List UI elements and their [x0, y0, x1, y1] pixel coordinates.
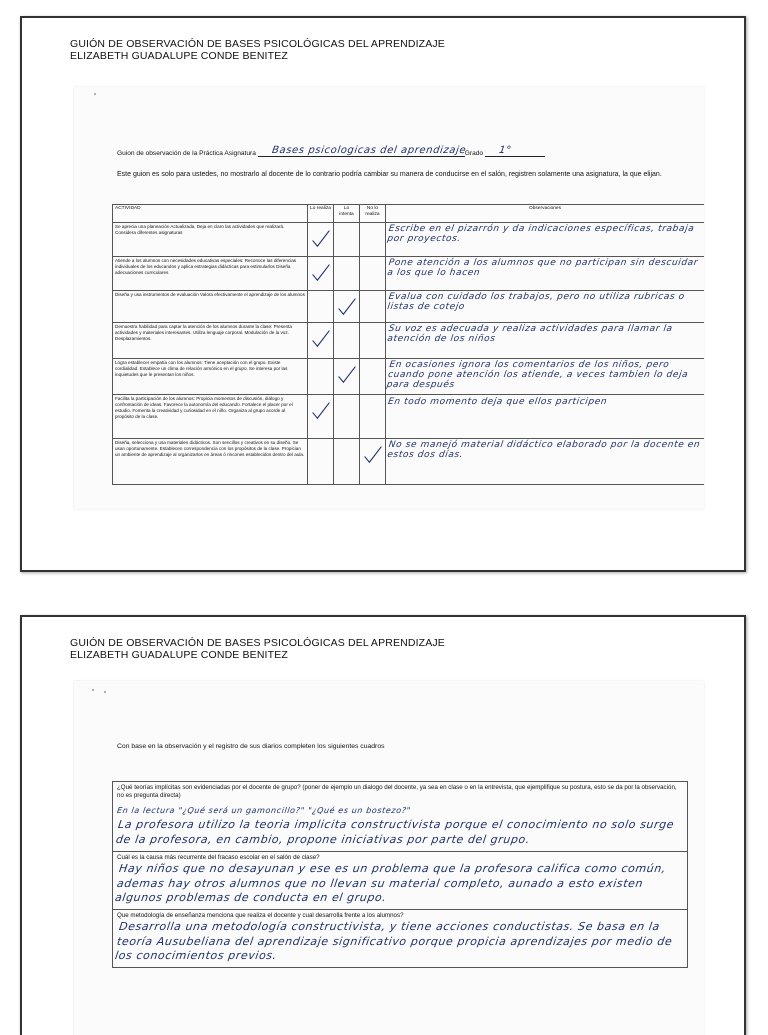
- handwritten-answer-note: En la lectura "¿Qué será un gamoncillo?" "¿Qué es un bostezo?": [116, 806, 412, 815]
- handwritten-observation: Su voz es adecuada y realiza actividades para llamar la atención de los niños: [386, 324, 674, 344]
- col-observaciones: Observaciones: [386, 205, 705, 223]
- table-row: [113, 223, 705, 257]
- checkmark-icon: [364, 445, 382, 465]
- page-header: [70, 38, 445, 62]
- table-row: [113, 359, 705, 395]
- section-instructions: Con base en la observación y el registro de sus diarios completen los siguientes cuadros: [117, 743, 385, 750]
- guion-label: Guion de observación de la Práctica Asignatura: [117, 150, 256, 157]
- check-cell-no-lo-realiza: [360, 323, 386, 359]
- check-cell-lo-realiza: [308, 359, 334, 395]
- handwritten-answer: Hay niños que no desayunan y ese es un problema que la profesora califica como común, ademas hay otros alumnos que no llevan su material completo, aunado a esto existen algunos problemas de conducta en el grupo.: [114, 861, 667, 904]
- actividad-cell: Demuestra habilidad para captar la atención de los alumnos durante la clase: Presenta actividades y materiales interesantes. Utiliza lenguaje corporal. Modulación de la voz. Desplazamientos.: [113, 323, 308, 359]
- scanned-form: [74, 87, 704, 509]
- question-section: [113, 852, 687, 910]
- checkmark-icon: [338, 297, 356, 317]
- checkmark-icon: [312, 329, 330, 349]
- asignatura-handwriting: Bases psicologicas del aprendizaje: [270, 145, 467, 156]
- check-cell-lo-realiza: [308, 223, 334, 257]
- questions-box: [112, 781, 688, 968]
- question-text: ¿Qué teorías implícitas son evidenciadas por el docente de grupo? (poner de ejemplo un dialogo del docente, ya sea en clase o en la entrevista, que ejemplifique su postura, esto se da por la observación, no es pregunta directa): [117, 784, 677, 799]
- check-cell-no-lo-realiza: [360, 439, 386, 485]
- header-author: ELIZABETH GUADALUPE CONDE BENITEZ: [70, 649, 288, 661]
- check-cell-no-lo-realiza: [360, 359, 386, 395]
- col-lo-realiza: Lo realiza: [308, 205, 334, 223]
- actividad-cell: Atiende a los alumnos con necesidades educativas especiales: Reconoce las diferencias individuales de los educandos y aplica estrategias didácticas para estimularlos Diseña adecuaciones curriculares: [113, 257, 308, 291]
- check-cell-lo-intenta: [334, 359, 360, 395]
- handwritten-answer: La profesora utilizo la teoria implicita constructivista porque el conocimiento no solo surge de la profesora, en cambio, propone iniciativas por parte del grupo.: [115, 818, 676, 846]
- guion-asignatura-line: [117, 147, 677, 157]
- handwritten-observation: En todo momento deja que ellos participen: [387, 397, 608, 407]
- grado-field: [485, 147, 545, 157]
- table-row: [113, 323, 705, 359]
- header-title: GUIÓN DE OBSERVACIÓN DE BASES PSICOLÓGICAS DEL APRENDIZAJE: [70, 637, 445, 649]
- check-cell-lo-intenta: [334, 439, 360, 485]
- question-section: [113, 910, 687, 967]
- document-page-1: [20, 16, 746, 572]
- handwritten-observation: No se manejó material didáctico elaborado por la docente en estos dos días.: [386, 440, 701, 460]
- handwritten-answer: Desarrolla una metodología constructivista, y tiene acciones conductistas. Se basa en la teoría Ausubeliana del aprendizaje significativo porque propicia aprendizajes por medio de los conocimientos previos.: [114, 919, 674, 962]
- question-text: Cuál es la causa más recurrente del fracaso escolar en el salón de clase?: [117, 853, 320, 861]
- observation-table: [112, 204, 704, 485]
- form-instructions: Este guion es solo para ustedes, no mostrarlo al docente de lo contrario podría cambiar su manera de conducirse en el salón, registren solamente una asignatura, la que elijan.: [117, 171, 662, 178]
- scanned-form: [74, 681, 704, 1035]
- question-text: Que metodología de enseñanza menciona que realiza el docente y cual desarrolla frente a los alumnos?: [117, 911, 404, 919]
- grado-handwriting: 1°: [498, 145, 513, 156]
- table-row: [113, 257, 705, 291]
- grado-label: Grado: [464, 150, 484, 157]
- actividad-cell: Se aprecia una planeación Actualizada. Deja en claro las actividades que realizará. Considera diferentes asignaturas: [113, 223, 308, 257]
- check-cell-lo-realiza: [308, 395, 334, 439]
- header-author: ELIZABETH GUADALUPE CONDE BENITEZ: [70, 50, 288, 62]
- actividad-cell: Logra establecer empatía con los alumnos: Tiene aceptación con el grupo. Existe cordialidad. Establece un clima de relación armónico en el grupo. Se interesa por las inquietudes que le presentan los niños.: [113, 359, 308, 395]
- col-actividad: ACTIVIDAD: [113, 205, 308, 223]
- header-title: GUIÓN DE OBSERVACIÓN DE BASES PSICOLÓGICAS DEL APRENDIZAJE: [70, 38, 445, 50]
- check-cell-no-lo-realiza: [360, 395, 386, 439]
- checkmark-icon: [338, 365, 356, 385]
- check-cell-no-lo-realiza: [360, 291, 386, 323]
- handwritten-observation: Escribe en el pizarrón y da indicaciones específicas, trabaja por proyectos.: [386, 224, 695, 244]
- page-header: [70, 637, 445, 661]
- observacion-cell: [386, 395, 705, 439]
- table-row: [113, 395, 705, 439]
- check-cell-lo-realiza: [308, 323, 334, 359]
- check-cell-no-lo-realiza: [360, 223, 386, 257]
- handwritten-observation: Pone atención a los alumnos que no participan sin descuidar a los que lo hacen: [386, 258, 699, 278]
- table-row: [113, 439, 705, 485]
- table-row: [113, 291, 705, 323]
- asignatura-field: [258, 147, 465, 157]
- check-cell-lo-realiza: [308, 257, 334, 291]
- actividad-cell: Diseña, selecciona y usa materiales didácticos. Son sencillos y creativos en su diseño. Se usan oportunamente. Establecen correspondencia con los propósitos de la clase. Propician un ambiente de aprendizaje al organizarlos en áreas ó rincones establecidos dentro del aula.: [113, 439, 308, 485]
- table-header-row: [113, 205, 705, 223]
- checkmark-icon: [312, 263, 330, 283]
- document-page-2: [20, 615, 746, 1035]
- check-cell-lo-realiza: [308, 291, 334, 323]
- observacion-cell: [386, 223, 705, 257]
- handwritten-observation: En ocasiones ignora los comentarios de los niños, pero cuando pone atención los atiende, a veces tambien lo deja para después: [385, 360, 689, 390]
- observacion-cell: [386, 257, 705, 291]
- check-cell-lo-realiza: [308, 439, 334, 485]
- check-cell-lo-intenta: [334, 291, 360, 323]
- question-section: [113, 782, 687, 852]
- col-lo-intenta: Lo intenta: [334, 205, 360, 223]
- check-cell-no-lo-realiza: [360, 257, 386, 291]
- handwritten-observation: Evalua con cuidado los trabajos, pero no utiliza rubricas o listas de cotejo: [386, 292, 686, 312]
- checkmark-icon: [312, 229, 330, 249]
- col-no-lo-realiza: No lo realiza: [360, 205, 386, 223]
- actividad-cell: Facilita la participación de los alumnos: Propicia momentos de discusión, diálogo y confrontación de ideas. Favorece la autonomía del educando. Fortalece el placer por el estudio. Fomenta la creatividad y curiosidad en el niño. Organiza al grupo acorde al propósito de la clase.: [113, 395, 308, 439]
- actividad-cell: Diseña y usa instrumentos de evaluación Valora efectivamente el aprendizaje de los alumnos: [113, 291, 308, 323]
- check-cell-lo-intenta: [334, 323, 360, 359]
- check-cell-lo-intenta: [334, 395, 360, 439]
- observacion-cell: [386, 291, 705, 323]
- observacion-cell: [386, 439, 705, 485]
- observacion-cell: [386, 323, 705, 359]
- checkmark-icon: [312, 401, 330, 421]
- check-cell-lo-intenta: [334, 223, 360, 257]
- observacion-cell: [386, 359, 705, 395]
- check-cell-lo-intenta: [334, 257, 360, 291]
